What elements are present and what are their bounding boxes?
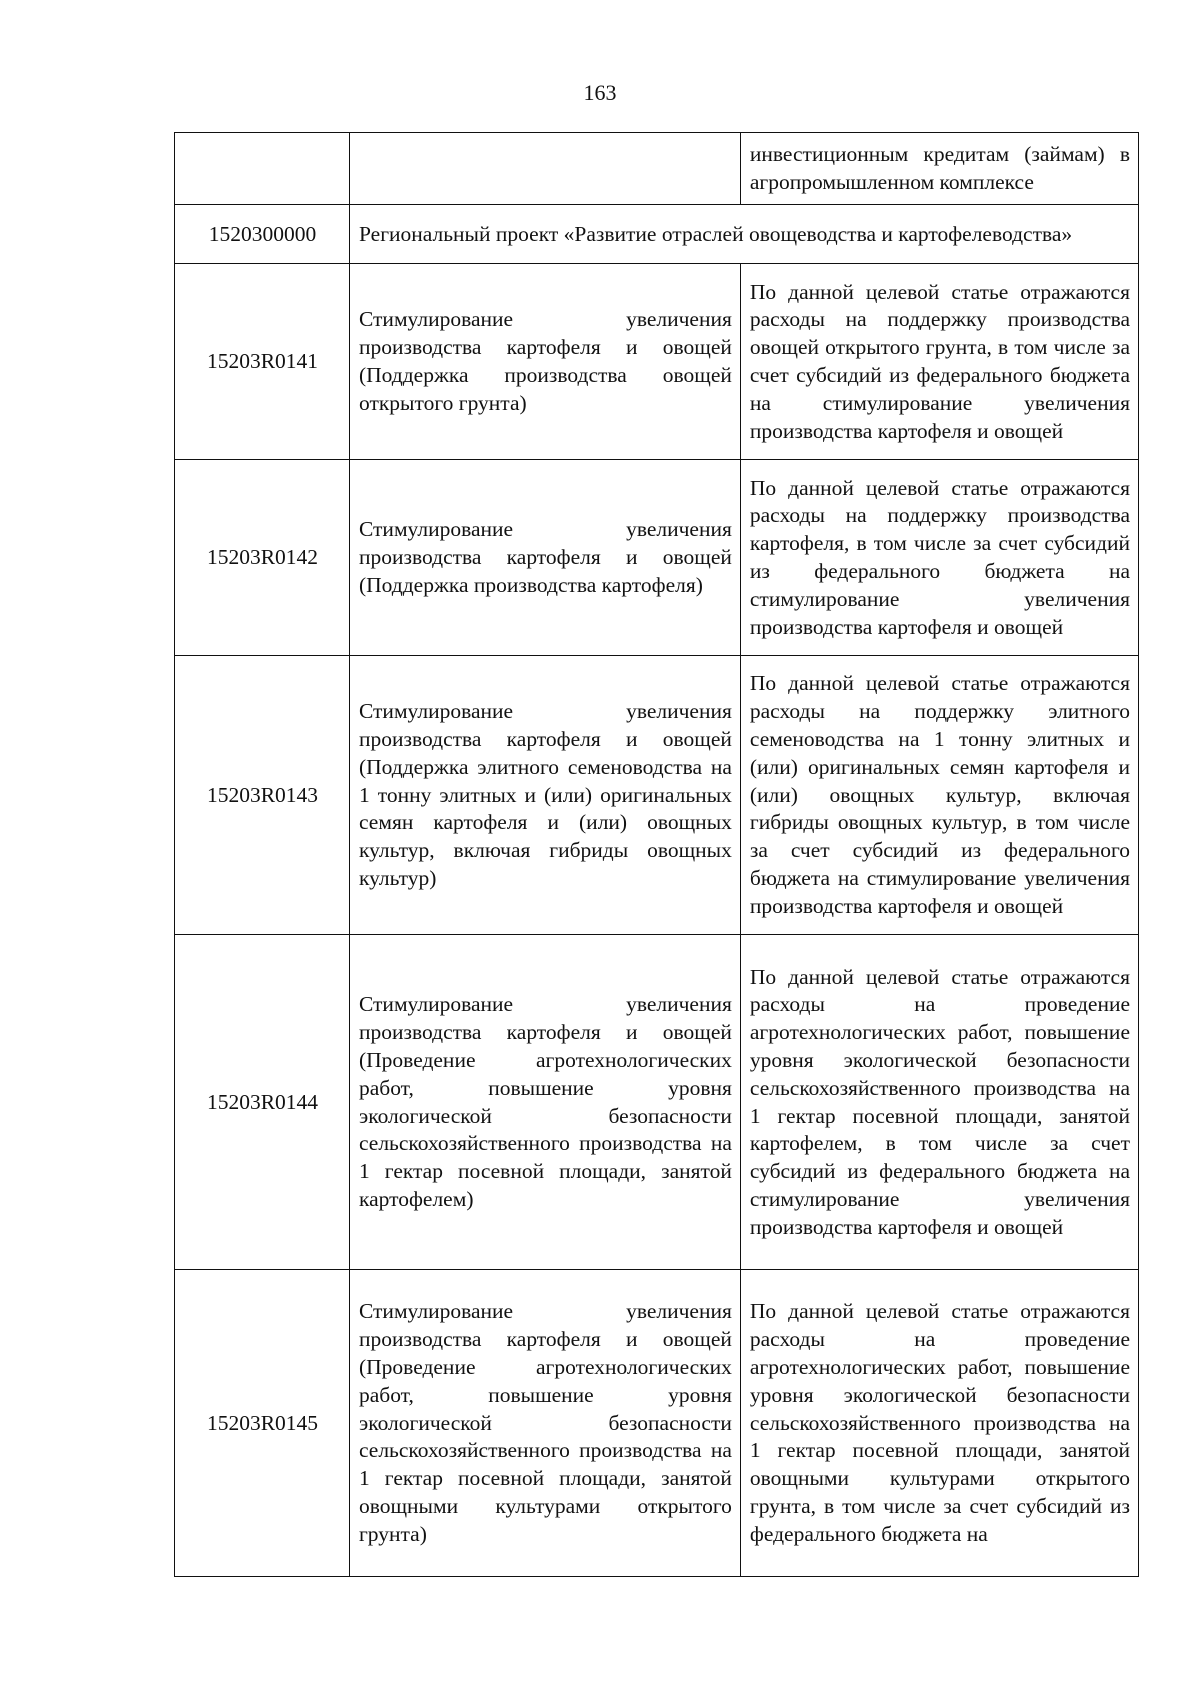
target-article-name <box>349 133 740 205</box>
table-row <box>175 1270 1139 1577</box>
table-row <box>175 205 1139 264</box>
table-row <box>175 133 1139 205</box>
target-article-name: Стимулирование увеличения производства картофеля и овощей (Поддержка элитного семеноводства на 1 тонну элитных и (или) оригинальных семян картофеля и (или) овощных культур, включая гибриды овощных культур) <box>349 656 740 935</box>
target-article-description: По данной целевой статье отражаются расходы на проведение агротехнологических работ, повышение уровня экологической безопасности сельскохозяйственного производства на 1 гектар посевной площади, занятой овощными культурами открытого грунта, в том числе за счет субсидий из федерального бюджета на <box>740 1270 1138 1577</box>
target-article-code: 1520300000 <box>175 205 350 264</box>
target-article-code: 15203R0143 <box>175 656 350 935</box>
table-row <box>175 935 1139 1270</box>
target-article-code: 15203R0144 <box>175 935 350 1270</box>
target-article-description: инвестиционным кредитам (займам) в агропромышленном комплексе <box>740 133 1138 205</box>
target-article-name: Стимулирование увеличения производства картофеля и овощей (Поддержка производства овощей открытого грунта) <box>349 264 740 460</box>
budget-classification-table <box>174 132 1139 1577</box>
target-article-name: Стимулирование увеличения производства картофеля и овощей (Проведение агротехнологических работ, повышение уровня экологической безопасности сельскохозяйственного производства на 1 гектар посевной площади, занятой овощными культурами открытого грунта) <box>349 1270 740 1577</box>
target-article-code: 15203R0145 <box>175 1270 350 1577</box>
target-article-description: По данной целевой статье отражаются расходы на поддержку производства овощей открытого грунта, в том числе за счет субсидий из федерального бюджета на стимулирование увеличения производства картофеля и овощей <box>740 264 1138 460</box>
target-article-name: Стимулирование увеличения производства картофеля и овощей (Поддержка производства картофеля) <box>349 460 740 656</box>
table-row <box>175 460 1139 656</box>
target-article-name: Региональный проект «Развитие отраслей овощеводства и картофелеводства» <box>349 205 1138 264</box>
target-article-description: По данной целевой статье отражаются расходы на проведение агротехнологических работ, повышение уровня экологической безопасности сельскохозяйственного производства на 1 гектар посевной площади, занятой картофелем, в том числе за счет субсидий из федерального бюджета на стимулирование увеличения производства картофеля и овощей <box>740 935 1138 1270</box>
target-article-description: По данной целевой статье отражаются расходы на поддержку производства картофеля, в том числе за счет субсидий из федерального бюджета на стимулирование увеличения производства картофеля и овощей <box>740 460 1138 656</box>
target-article-name: Стимулирование увеличения производства картофеля и овощей (Проведение агротехнологических работ, повышение уровня экологической безопасности сельскохозяйственного производства на 1 гектар посевной площади, занятой картофелем) <box>349 935 740 1270</box>
table-row <box>175 264 1139 460</box>
target-article-code: 15203R0141 <box>175 264 350 460</box>
target-article-description: По данной целевой статье отражаются расходы на поддержку элитного семеноводства на 1 тонну элитных и (или) оригинальных семян картофеля и (или) овощных культур, включая гибриды овощных культур, в том числе за счет субсидий из федерального бюджета на стимулирование увеличения производства картофеля и овощей <box>740 656 1138 935</box>
page-number: 163 <box>583 80 617 105</box>
target-article-code <box>175 133 350 205</box>
target-article-code: 15203R0142 <box>175 460 350 656</box>
table-row <box>175 656 1139 935</box>
